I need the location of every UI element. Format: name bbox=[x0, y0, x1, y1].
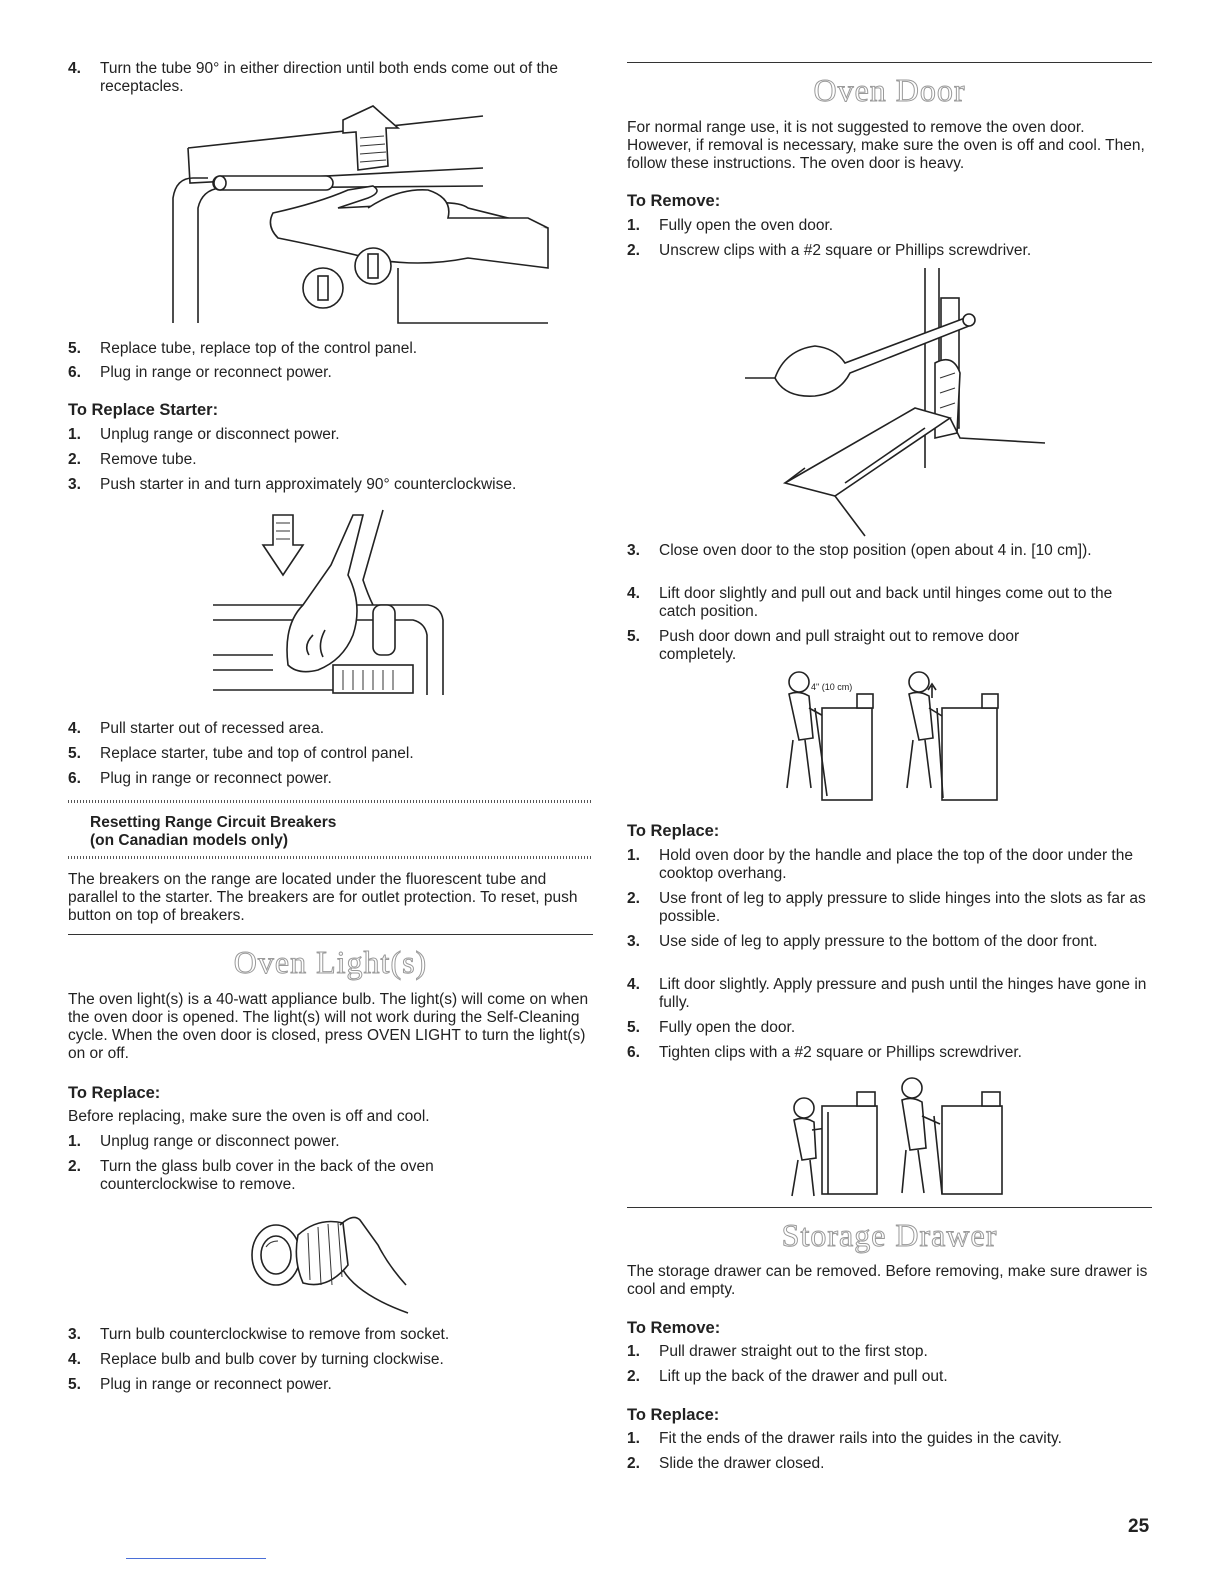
door-replace-step-1: 1. Hold oven door by the handle and place the top of the door under the cooktop overhang. bbox=[627, 847, 1133, 882]
page-number: 25 bbox=[1128, 1516, 1150, 1537]
breakers-bottom-rule bbox=[68, 856, 593, 859]
storage-drawer-body: The storage drawer can be removed. Before removing, make sure drawer is cool and empty. bbox=[627, 1263, 1148, 1298]
breakers-top-rule bbox=[68, 800, 593, 803]
oven-lights-body: The oven light(s) is a 40-watt appliance bulb. The light(s) will come on when the oven door is opened. The light(s) will not work during the Self-Cleaning cycle. When the oven door is closed, press OVEN LIGHT to turn the light(s) on or off. bbox=[68, 991, 589, 1062]
oven-door-body: For normal range use, it is not suggested to remove the oven door. However, if removal is necessary, make sure the oven is off and cool. Then, follow these instructions. The oven door is heavy. bbox=[627, 119, 1145, 172]
door-remove-step-1: 1. Fully open the oven door. bbox=[627, 217, 834, 234]
oven-door-title: Oven Door bbox=[813, 72, 966, 108]
oven-lights-rule bbox=[68, 934, 593, 935]
footer-line bbox=[126, 1558, 266, 1559]
starter-illustration bbox=[213, 505, 453, 705]
bulb-cover-illustration bbox=[248, 1205, 418, 1315]
door-replace-step-3: 3. Use side of leg to apply pressure to the bottom of the door front. bbox=[627, 933, 1098, 950]
drawer-remove-step-2: 2. Lift up the back of the drawer and pull out. bbox=[627, 1368, 948, 1385]
door-replace-step-4: 4. Lift door slightly. Apply pressure and push until the hinges have gone in fully. bbox=[627, 976, 1147, 1011]
storage-drawer-rule bbox=[627, 1207, 1152, 1208]
replace-starter-heading: To Replace Starter: bbox=[68, 401, 219, 419]
door-removal-figures bbox=[777, 668, 1007, 808]
door-remove-step-3: 3. Close oven door to the stop position (open about 4 in. [10 cm]). bbox=[627, 542, 1092, 559]
tube-step-5: 5. Replace tube, replace top of the control panel. bbox=[68, 340, 418, 357]
door-gap-label: 4" (10 cm) bbox=[811, 682, 853, 692]
oven-lights-replace-heading: To Replace: bbox=[68, 1084, 161, 1102]
light-step-3: 3. Turn bulb counterclockwise to remove from socket. bbox=[68, 1326, 450, 1343]
drawer-remove-step-1: 1. Pull drawer straight out to the first stop. bbox=[627, 1343, 928, 1360]
tube-step-6: 6. Plug in range or reconnect power. bbox=[68, 364, 332, 381]
drawer-replace-heading: To Replace: bbox=[627, 1406, 720, 1424]
starter-step-5: 5. Replace starter, tube and top of control panel. bbox=[68, 745, 414, 762]
tube-removal-illustration bbox=[168, 108, 588, 328]
starter-step-2: 2. Remove tube. bbox=[68, 451, 197, 468]
door-remove-step-5: 5. Push door down and pull straight out to remove door completely. bbox=[627, 628, 1020, 663]
oven-door-replace-heading: To Replace: bbox=[627, 822, 720, 840]
starter-step-4: 4. Pull starter out of recessed area. bbox=[68, 720, 325, 737]
storage-drawer-title: Storage Drawer bbox=[781, 1217, 998, 1253]
starter-step-1: 1. Unplug range or disconnect power. bbox=[68, 426, 340, 443]
light-step-2: 2. Turn the glass bulb cover in the back of the oven counterclockwise to remove. bbox=[68, 1158, 434, 1193]
drawer-replace-step-1: 1. Fit the ends of the drawer rails into the guides in the cavity. bbox=[627, 1430, 1062, 1447]
oven-door-remove-heading: To Remove: bbox=[627, 192, 721, 210]
door-replace-step-6: 6. Tighten clips with a #2 square or Phillips screwdriver. bbox=[627, 1044, 1022, 1061]
drawer-remove-heading: To Remove: bbox=[627, 1319, 721, 1337]
starter-step-6: 6. Plug in range or reconnect power. bbox=[68, 770, 332, 787]
light-step-5: 5. Plug in range or reconnect power. bbox=[68, 1376, 332, 1393]
starter-step-3: 3. Push starter in and turn approximately 90° counterclockwise. bbox=[68, 476, 517, 493]
light-step-1: 1. Unplug range or disconnect power. bbox=[68, 1133, 340, 1150]
drawer-replace-step-2: 2. Slide the drawer closed. bbox=[627, 1455, 825, 1472]
light-step-4: 4. Replace bulb and bulb cover by turning clockwise. bbox=[68, 1351, 444, 1368]
breakers-title-line2: (on Canadian models only) bbox=[90, 832, 289, 849]
hinge-screwdriver-illustration bbox=[745, 268, 1045, 538]
door-remove-step-2: 2. Unscrew clips with a #2 square or Phillips screwdriver. bbox=[627, 242, 1032, 259]
door-replace-step-5: 5. Fully open the door. bbox=[627, 1019, 796, 1036]
oven-lights-replace-intro: Before replacing, make sure the oven is off and cool. bbox=[68, 1108, 430, 1125]
breakers-title-line1: Resetting Range Circuit Breakers bbox=[90, 814, 337, 831]
door-replace-step-2: 2. Use front of leg to apply pressure to slide hinges into the slots as far as possible. bbox=[627, 890, 1146, 925]
oven-lights-title: Oven Light(s) bbox=[233, 944, 428, 980]
door-remove-step-4: 4. Lift door slightly and pull out and back until hinges come out to the catch position. bbox=[627, 585, 1113, 620]
tube-step-4: 4. Turn the tube 90° in either direction until both ends come out of the receptacles. bbox=[68, 60, 558, 95]
door-replace-figures bbox=[782, 1068, 1012, 1200]
breakers-body: The breakers on the range are located under the fluorescent tube and parallel to the starter. The breakers are for outlet protection. To reset, push button on top of breakers. bbox=[68, 871, 578, 924]
oven-door-rule bbox=[627, 62, 1152, 63]
